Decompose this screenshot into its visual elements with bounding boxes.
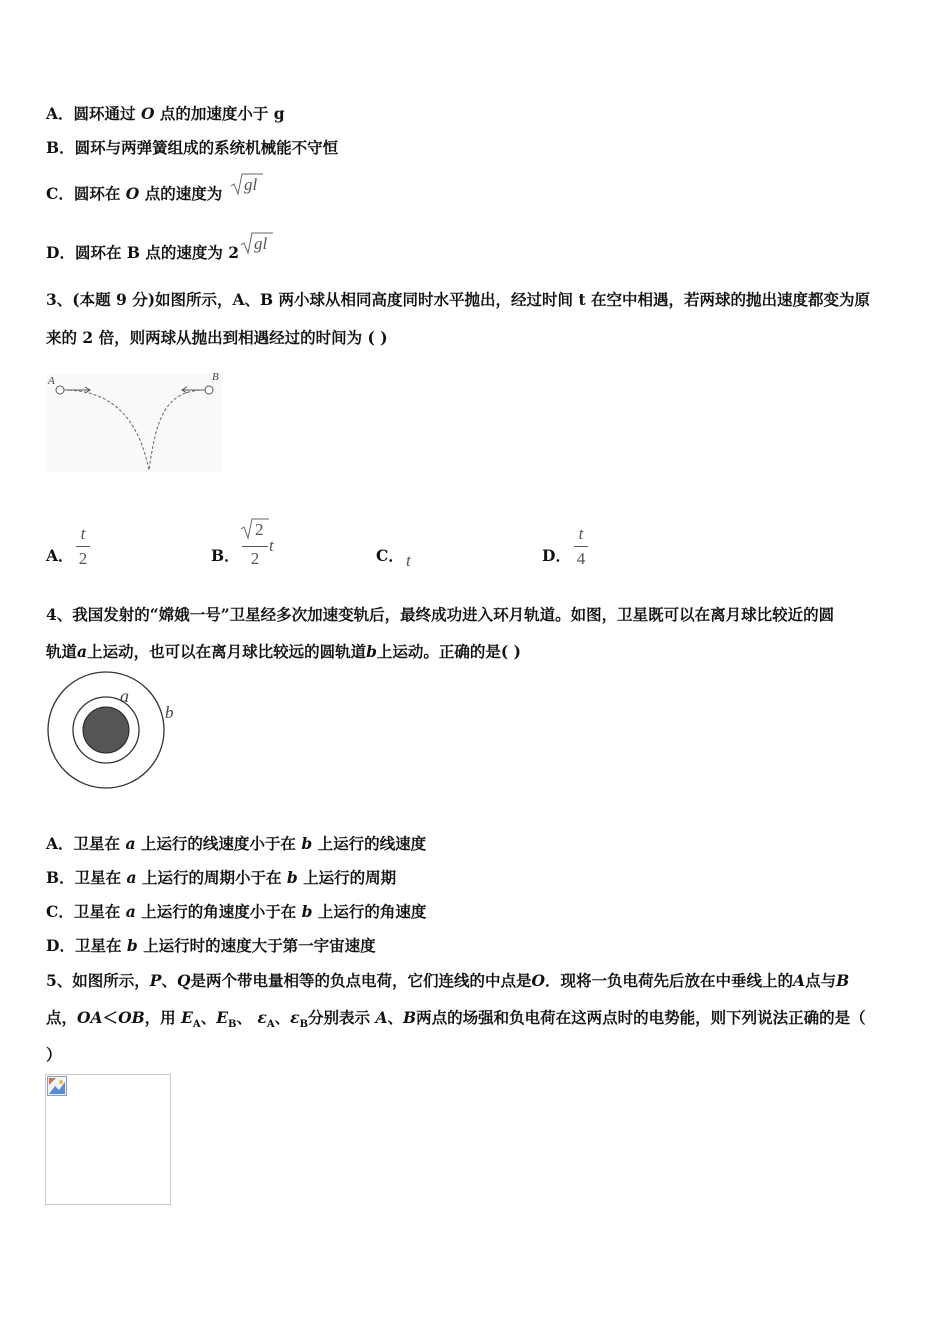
q3-option-a-label: A．	[46, 546, 74, 565]
q3-a-numerator: t	[80, 524, 86, 543]
q3-stem-line1: 3、(本题 9 分)如图所示，A、B 两小球从相同高度同时水平抛出，经过时间 t 在空中相遇，若两球的抛出速度都变为原	[46, 290, 871, 309]
q4-option-a: A．卫星在 a 上运行的线速度小于在 b 上运行的线速度	[46, 834, 427, 853]
q3-option-d-label: D．	[542, 546, 571, 565]
q3-b-denominator: 2	[250, 549, 260, 568]
q3-d-fraction-bar	[574, 546, 588, 547]
figure-background	[46, 374, 222, 472]
svg-text:2: 2	[255, 520, 264, 539]
q5-figure-placeholder	[45, 1074, 171, 1205]
q3-d-numerator: t	[578, 524, 584, 543]
ball-a-label: A	[48, 375, 55, 387]
q3-b-fraction-bar	[242, 546, 268, 547]
orbit-b-label: b	[165, 703, 174, 722]
q5-stem-line2: 点，OA＜OB，用 $E_A$、$E_B$、 $\varepsilon_A$、$\varepsilon_B$分别表示 A、B两点的场强和负电荷在这两点时的电势能，则下列说法正确的是（	[46, 1008, 866, 1031]
q3-d-denominator: 4	[576, 549, 586, 568]
q3-a-fraction-bar	[76, 546, 90, 547]
q2-option-b: B．圆环与两弹簧组成的系统机械能不守恒	[46, 138, 339, 157]
q3-stem-line2: 来的 2 倍，则两球从抛出到相遇经过的时间为 ( )	[46, 328, 388, 347]
q4-stem-line2: 轨道a上运动，也可以在离月球比较远的圆轨道b上运动。正确的是( )	[46, 642, 521, 661]
q4-option-b: B．卫星在 a 上运行的周期小于在 b 上运行的周期	[46, 868, 397, 887]
ball-b-label: B	[212, 371, 219, 383]
sqrt-gl-c	[230, 172, 264, 198]
svg-text:gl: gl	[254, 234, 268, 253]
sqrt-gl-d	[240, 231, 274, 257]
q3-projectile-figure	[44, 366, 226, 478]
q5-stem-line1: 5、如图所示，P、Q是两个带电量相等的负点电荷，它们连线的中点是O．现将一负电荷先后放在中垂线上的A点与B	[46, 971, 850, 990]
q2-option-a: A．圆环通过 O 点的加速度小于 g	[46, 104, 285, 123]
q2-option-d: D．圆环在 B 点的速度为 2	[46, 243, 240, 262]
q4-option-c: C．卫星在 a 上运行的角速度小于在 b 上运行的角速度	[46, 902, 427, 921]
q4-stem-line1: 4、我国发射的“嫦娥一号”卫星经多次加速变轨后，最终成功进入环月轨道。如图，卫星既可以在离月球比较近的圆	[46, 605, 835, 624]
q3-b-sqrt2	[240, 516, 270, 542]
moon	[83, 707, 129, 753]
q4-orbit-figure	[44, 668, 184, 792]
ball-a	[56, 386, 64, 394]
q3-a-denominator: 2	[78, 549, 88, 568]
broken-image-icon	[47, 1076, 67, 1096]
svg-text:gl: gl	[244, 175, 258, 194]
q4-option-d: D．卫星在 b 上运行时的速度大于第一宇宙速度	[46, 936, 376, 955]
orbit-a-label: a	[120, 686, 129, 706]
q2-option-c: C．圆环在 O 点的速度为	[46, 184, 223, 203]
ball-b	[205, 386, 213, 394]
q3-c-value: t	[406, 551, 411, 570]
q3-option-b-label: B．	[211, 546, 240, 565]
q3-b-tail: t	[269, 536, 274, 555]
q5-stem-line3: ）	[46, 1045, 62, 1064]
q3-option-c-label: C．	[376, 546, 404, 565]
